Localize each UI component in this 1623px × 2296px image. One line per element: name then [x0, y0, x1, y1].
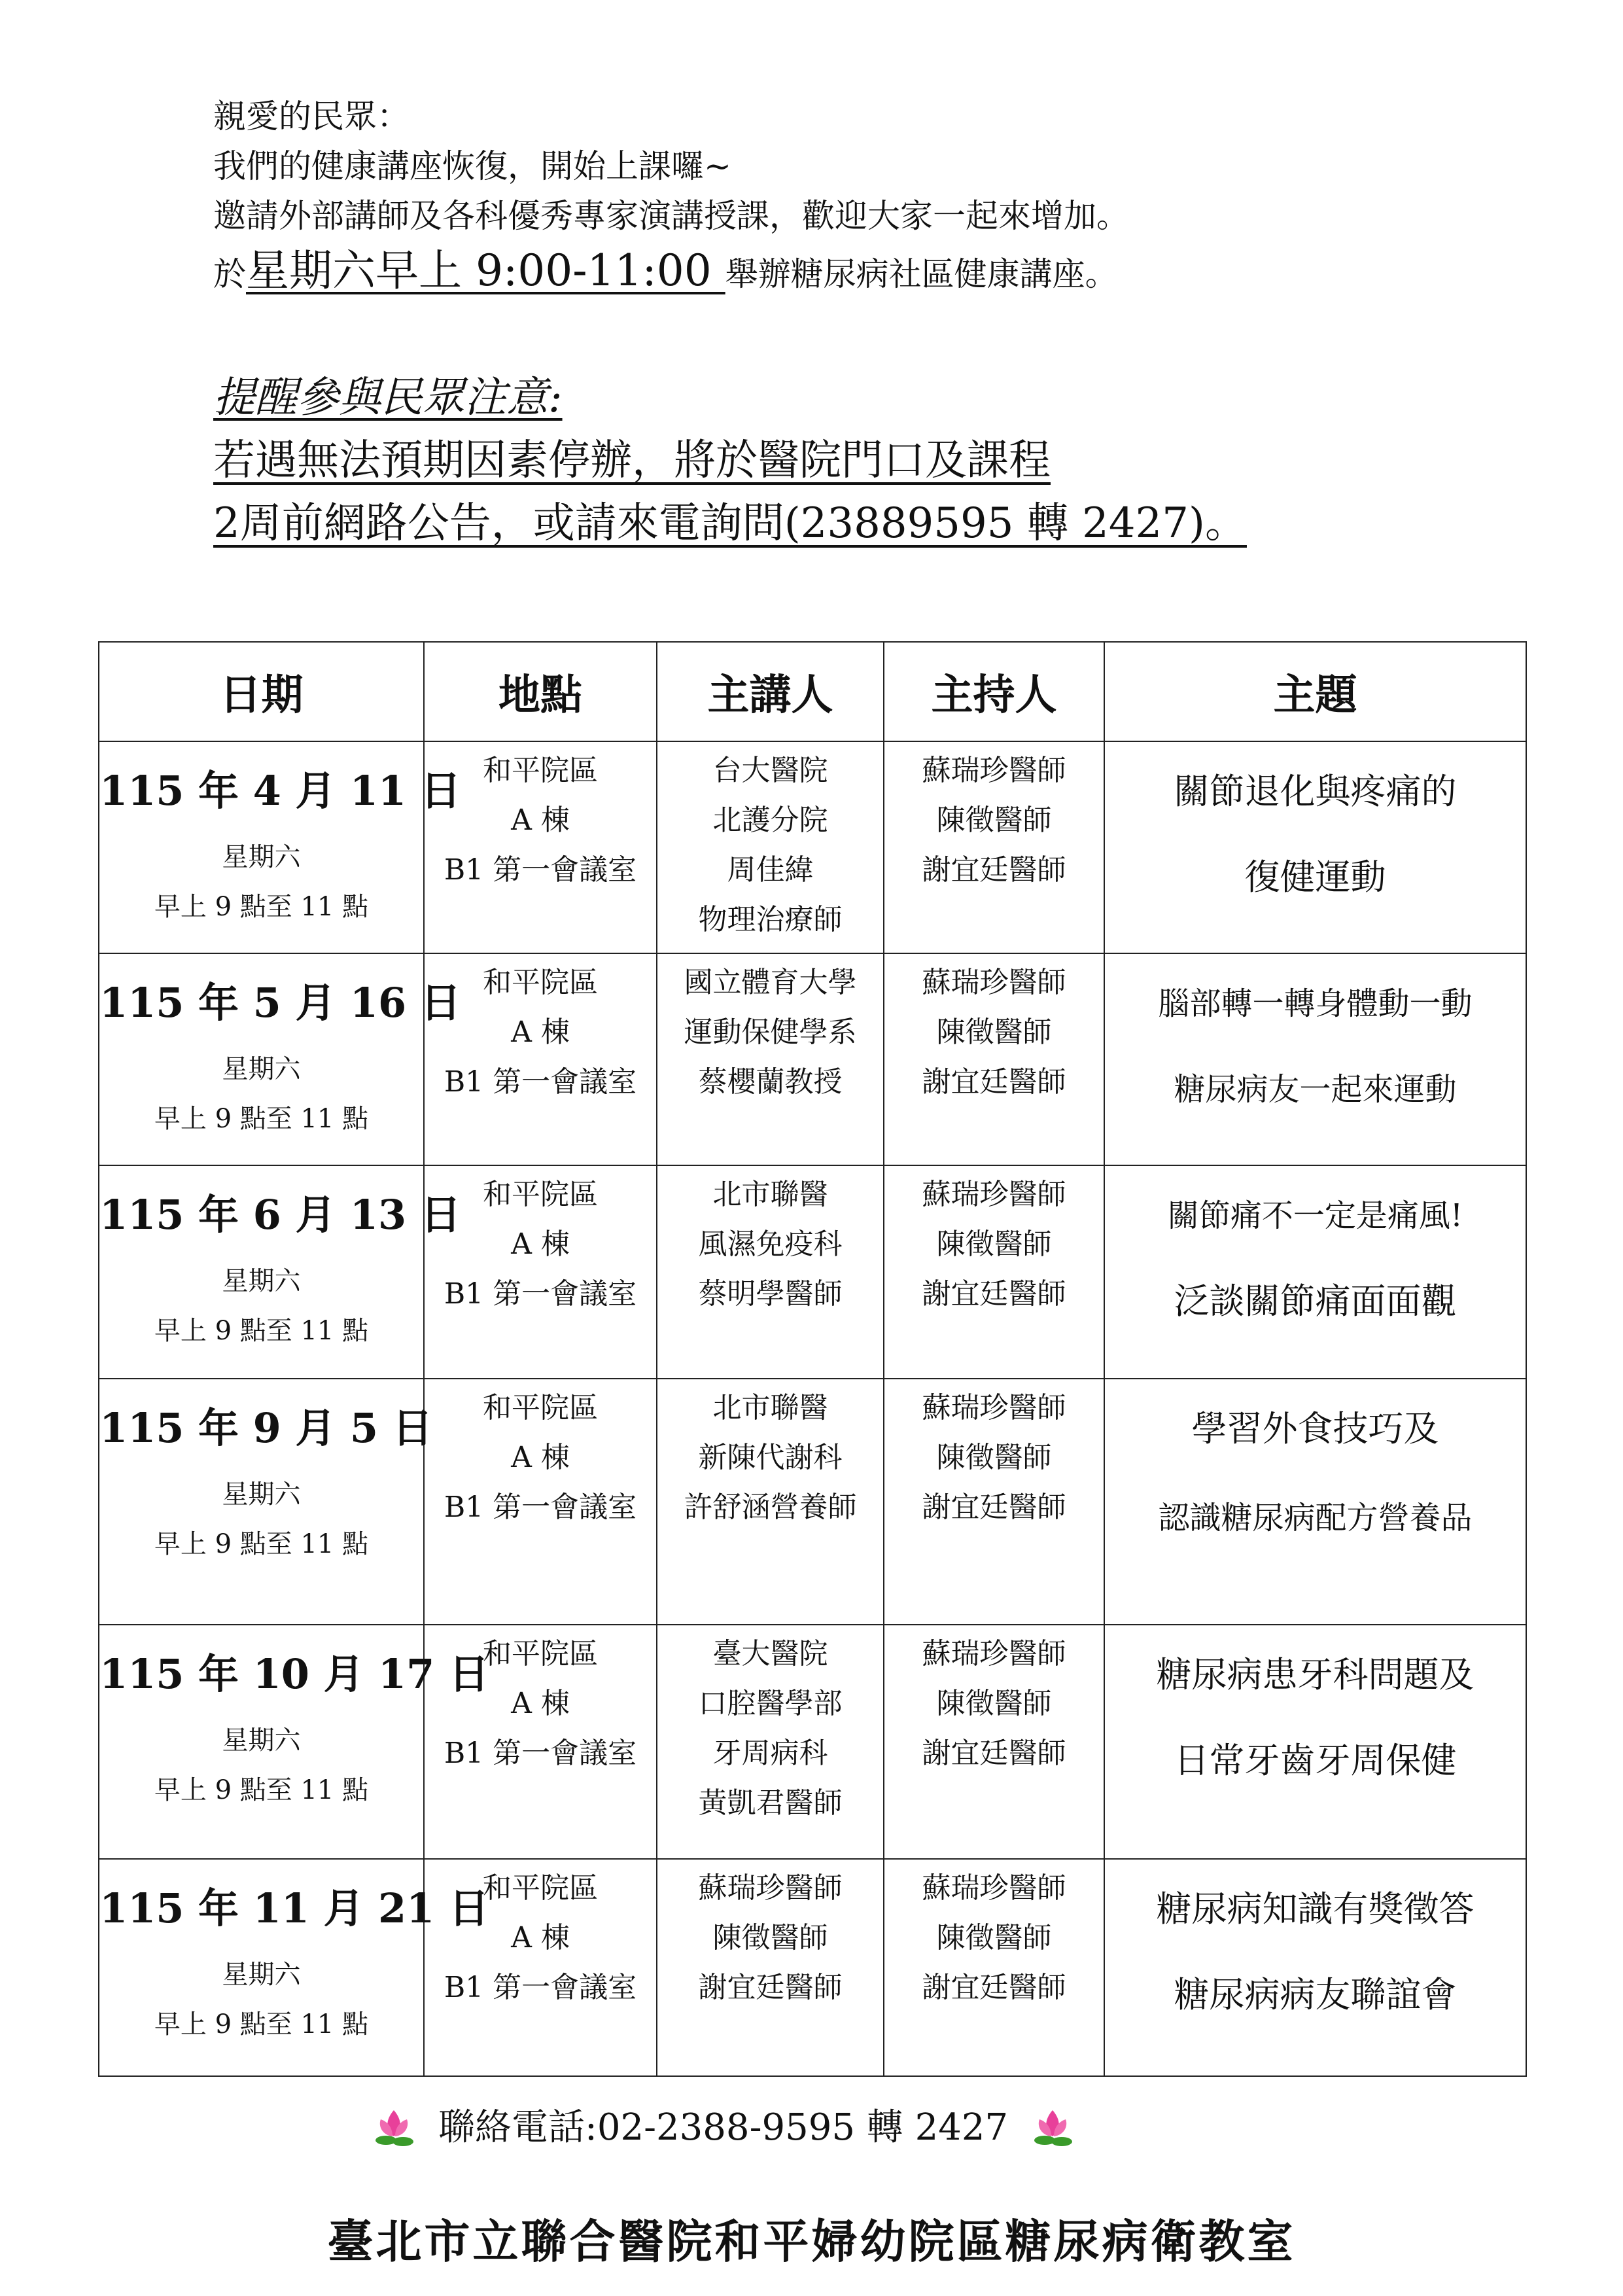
location-line: A 棟 — [511, 1687, 570, 1720]
table-row — [99, 1625, 1526, 1859]
session-weekday: 星期六 — [222, 1054, 301, 1084]
host-cell — [884, 1625, 1104, 1859]
location-line: A 棟 — [511, 1016, 570, 1049]
speaker-cell — [657, 1859, 884, 2076]
location-line: B1 第一會議室 — [444, 853, 637, 887]
topic-cell — [1104, 953, 1526, 1165]
speaker-cell — [657, 1379, 884, 1625]
topic-line: 糖尿病知識有獎徵答 — [1156, 1888, 1475, 1930]
intro-line-3: 邀請外部講師及各科優秀專家演講授課，歡迎大家一起來增加。 — [213, 197, 1129, 235]
notice-line-2: 2周前網路公告，或請來電詢問(23889595 轉 2427)。 — [213, 499, 1247, 548]
session-weekday: 星期六 — [222, 1266, 301, 1296]
header-speaker: 主講人 — [657, 642, 884, 741]
notice-section — [213, 366, 1247, 555]
session-weekday: 星期六 — [222, 1960, 301, 1990]
host-cell — [884, 953, 1104, 1165]
session-date: 115 年 9 月 5 日 — [99, 1404, 433, 1452]
location-line: 和平院區 — [483, 966, 598, 999]
topic-line: 糖尿病患牙科問題及 — [1156, 1654, 1475, 1695]
host-line: 陳徵醫師 — [936, 804, 1052, 837]
speaker-line: 北市聯醫 — [712, 1391, 828, 1424]
location-line: 和平院區 — [483, 754, 598, 787]
speaker-line: 物理治療師 — [698, 903, 843, 936]
notice-title: 提醒參與民眾注意: — [213, 374, 563, 422]
session-time: 早上 9 點至 11 點 — [154, 1316, 369, 1346]
topic-cell — [1104, 1379, 1526, 1625]
host-cell — [884, 741, 1104, 953]
speaker-line: 黃凱君醫師 — [698, 1786, 843, 1820]
speaker-cell — [657, 1165, 884, 1379]
location-line: B1 第一會議室 — [444, 1277, 637, 1311]
date-cell — [99, 1625, 489, 1859]
speaker-line: 蘇瑞珍醫師 — [698, 1871, 843, 1905]
lotus-icon — [1025, 2097, 1080, 2152]
speaker-line: 蔡明學醫師 — [698, 1277, 843, 1311]
location-cell — [424, 1379, 657, 1625]
date-cell — [99, 1859, 489, 2076]
location-line: A 棟 — [511, 1441, 570, 1474]
speaker-cell — [657, 1625, 884, 1859]
speaker-cell — [657, 741, 884, 953]
topic-cell — [1104, 741, 1526, 953]
location-line: 和平院區 — [483, 1391, 598, 1424]
topic-cell — [1104, 1859, 1526, 2076]
contact-phone: 聯絡電話:02-2388-9595 轉 2427 — [438, 2106, 1009, 2149]
session-weekday: 星期六 — [222, 1479, 301, 1510]
date-cell — [99, 1379, 433, 1625]
notice-line-1: 若遇無法預期因素停辦，將於醫院門口及課程 — [213, 436, 1051, 485]
host-cell — [884, 1859, 1104, 2076]
table-header-row — [99, 642, 1526, 741]
host-line: 謝宜廷醫師 — [922, 1065, 1066, 1099]
table-row — [99, 1379, 1526, 1625]
speaker-line: 謝宜廷醫師 — [698, 1971, 843, 2004]
session-time: 早上 9 點至 11 點 — [154, 1775, 369, 1805]
speaker-line: 臺大醫院 — [712, 1637, 828, 1670]
host-line: 陳徵醫師 — [936, 1441, 1052, 1474]
speaker-line: 台大醫院 — [712, 754, 828, 787]
intro-section — [213, 92, 1129, 304]
location-line: 和平院區 — [483, 1637, 598, 1670]
speaker-line: 運動保健學系 — [684, 1016, 857, 1049]
session-time: 早上 9 點至 11 點 — [154, 2009, 369, 2040]
topic-line: 日常牙齒牙周保健 — [1174, 1740, 1457, 1781]
session-date: 115 年 10 月 17 日 — [99, 1650, 489, 1698]
footer-title: 臺北市立聯合醫院和平婦幼院區糖尿病衛教室 — [327, 2214, 1296, 2269]
speaker-line: 口腔醫學部 — [698, 1687, 843, 1720]
topic-line: 糖尿病友一起來運動 — [1174, 1071, 1457, 1108]
location-line: B1 第一會議室 — [444, 1065, 637, 1099]
session-date: 115 年 5 月 16 日 — [99, 979, 461, 1027]
host-line: 陳徵醫師 — [936, 1227, 1052, 1261]
session-time: 早上 9 點至 11 點 — [154, 892, 369, 922]
speaker-line: 風濕免疫科 — [698, 1227, 843, 1261]
topic-line: 泛談關節痛面面觀 — [1174, 1280, 1457, 1322]
speaker-line: 陳徵醫師 — [712, 1921, 828, 1954]
speaker-line: 周佳緯 — [727, 853, 814, 887]
topic-cell — [1104, 1165, 1526, 1379]
schedule-time: 星期六早上 9:00-11:00 — [246, 245, 725, 296]
location-line: 和平院區 — [483, 1871, 598, 1905]
host-line: 蘇瑞珍醫師 — [922, 1178, 1066, 1211]
host-cell — [884, 1165, 1104, 1379]
host-line: 蘇瑞珍醫師 — [922, 966, 1066, 999]
location-line: A 棟 — [511, 1921, 570, 1954]
location-line: B1 第一會議室 — [444, 1737, 637, 1770]
location-line: B1 第一會議室 — [444, 1491, 637, 1524]
header-location: 地點 — [424, 642, 657, 741]
session-date: 115 年 11 月 21 日 — [99, 1884, 489, 1932]
topic-line: 學習外食技巧及 — [1191, 1408, 1439, 1449]
schedule-table — [98, 641, 1527, 2077]
location-line: A 棟 — [511, 1227, 570, 1261]
speaker-line: 牙周病科 — [712, 1737, 828, 1770]
session-date: 115 年 6 月 13 日 — [99, 1191, 461, 1239]
table-row — [99, 1859, 1526, 2076]
date-cell — [99, 953, 461, 1165]
header-date: 日期 — [99, 642, 424, 741]
topic-line: 復健運動 — [1244, 857, 1386, 898]
table-row — [99, 953, 1526, 1165]
location-line: A 棟 — [511, 804, 570, 837]
topic-line: 腦部轉一轉身體動一動 — [1158, 985, 1473, 1022]
host-line: 陳徵醫師 — [936, 1016, 1052, 1049]
speaker-line: 許舒涵營養師 — [684, 1491, 857, 1524]
schedule-suffix: 舉辦糖尿病社區健康講座。 — [725, 255, 1118, 293]
date-cell — [99, 1165, 461, 1379]
header-host: 主持人 — [884, 642, 1104, 741]
host-line: 謝宜廷醫師 — [922, 1277, 1066, 1311]
location-line: B1 第一會議室 — [444, 1971, 637, 2004]
topic-line: 關節痛不一定是痛風! — [1167, 1197, 1463, 1234]
host-line: 陳徵醫師 — [936, 1687, 1052, 1720]
lotus-icon — [366, 2097, 421, 2152]
host-line: 蘇瑞珍醫師 — [922, 1871, 1066, 1905]
speaker-line: 北護分院 — [712, 804, 828, 837]
topic-line: 關節退化與疼痛的 — [1174, 771, 1457, 812]
host-cell — [884, 1379, 1104, 1625]
host-line: 謝宜廷醫師 — [922, 853, 1066, 887]
session-time: 早上 9 點至 11 點 — [154, 1529, 369, 1559]
speaker-line: 蔡櫻蘭教授 — [698, 1065, 843, 1099]
host-line: 蘇瑞珍醫師 — [922, 1637, 1066, 1670]
intro-greeting: 親愛的民眾： — [213, 97, 410, 135]
speaker-line: 新陳代謝科 — [698, 1441, 843, 1474]
session-date: 115 年 4 月 11 日 — [99, 767, 461, 815]
session-weekday: 星期六 — [222, 842, 301, 872]
session-time: 早上 9 點至 11 點 — [154, 1104, 369, 1134]
host-line: 謝宜廷醫師 — [922, 1737, 1066, 1770]
speaker-line: 北市聯醫 — [712, 1178, 828, 1211]
topic-cell — [1104, 1625, 1526, 1859]
host-line: 謝宜廷醫師 — [922, 1971, 1066, 2004]
topic-line: 認識糖尿病配方營養品 — [1158, 1500, 1473, 1536]
location-line: 和平院區 — [483, 1178, 598, 1211]
host-line: 蘇瑞珍醫師 — [922, 1391, 1066, 1424]
speaker-cell — [657, 953, 884, 1165]
schedule-prefix: 於 — [213, 255, 246, 293]
intro-line-2: 我們的健康講座恢復，開始上課囉~ — [213, 147, 731, 185]
header-topic: 主題 — [1104, 642, 1526, 741]
host-line: 謝宜廷醫師 — [922, 1491, 1066, 1524]
intro-schedule-line — [213, 241, 1129, 304]
host-line: 陳徵醫師 — [936, 1921, 1052, 1954]
session-weekday: 星期六 — [222, 1725, 301, 1756]
host-line: 蘇瑞珍醫師 — [922, 754, 1066, 787]
speaker-line: 國立體育大學 — [684, 966, 857, 999]
topic-line: 糖尿病病友聯誼會 — [1174, 1974, 1457, 2015]
date-cell — [99, 741, 461, 953]
table-row — [99, 1165, 1526, 1379]
table-row — [99, 741, 1526, 953]
contact-line — [366, 2097, 1080, 2152]
